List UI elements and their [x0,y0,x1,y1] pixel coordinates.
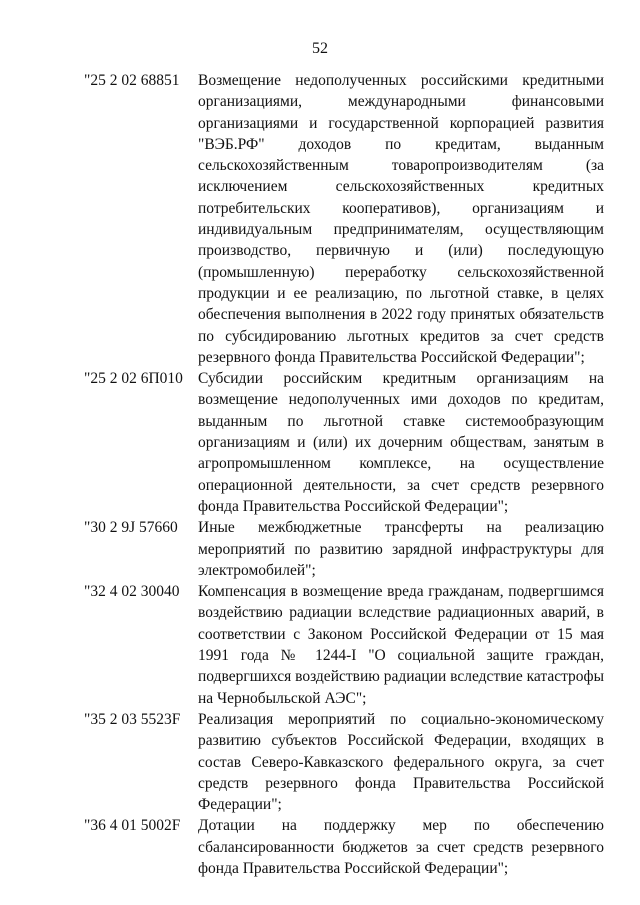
entry-code: "25 2 02 68851 [84,72,180,89]
page-number: 52 [312,40,328,57]
entry-text: Возмещение недополученных российскими кредитными организациями, международными финансовыми организациями и государственной корпорацией развития "ВЭБ.РФ" доходов по кредитам, выданным сельскохозяйственным товаропроизводителям (за исключением сельскохозяйственных кредитных потребительских кооперативов), организациям и индивидуальным предпринимателям, осуществляющим производство, первичную и (или) последующую (промышленную) переработку сельскохозяйственной продукции и ее реализацию, по льготной ставке, в целях обеспечения выполнения в 2022 году принятых обязательств по субсидированию льготных кредитов за счет средств резервного фонда Правительства Российской Федерации"; [198,72,604,366]
entry-code: "30 2 9J 57660 [84,519,178,537]
entry-item [84,517,604,581]
entry-text: Компенсация в возмещение вреда гражданам, подвергшимся воздействию радиации вследствие радиационных аварий, в соответствии с Законом Российской Федерации от 15 мая 1991 года № 1244-I "О социальной защите граждан, подвергшихся воздействию радиации вследствие катастрофы на Чернобыльской АЭС"; [198,583,604,707]
entry-item [84,368,604,517]
entry-item [84,70,604,368]
entry-text: Субсидии российским кредитным организациям на возмещение недополученных ими доходов по кредитам, выданным по льготной ставке системообразующим организациям и (или) их дочерним обществам, занятым в агропромышленном комплексе, на осуществление операционной деятельности, за счет средств резервного фонда Правительства Российской Федерации"; [198,370,604,515]
entry-item [84,815,604,879]
entry-text: Реализация мероприятий по социально-экономическому развитию субъектов Российской Федерации, входящих в состав Северо-Кавказского федерального округа, за счет средств резервного фонда Правительства Российской Федерации"; [198,710,604,814]
entries-list [84,70,604,879]
entry-code: "35 2 03 5523F [84,710,181,728]
entry-code: "25 2 02 6П010 [84,370,183,388]
entry-code: "36 4 01 5002F [84,817,181,835]
entry-code: "32 4 02 30040 [84,583,180,601]
entry-text: Иные межбюджетные трансферты на реализацию мероприятий по развитию зарядной инфраструктуры для электромобилей"; [198,519,604,579]
entry-item [84,709,604,815]
entry-text: Дотации на поддержку мер по обеспечению сбалансированности бюджетов за счет средств резервного фонда Правительства Российской Федерации"; [198,817,604,877]
entry-item [84,581,604,709]
